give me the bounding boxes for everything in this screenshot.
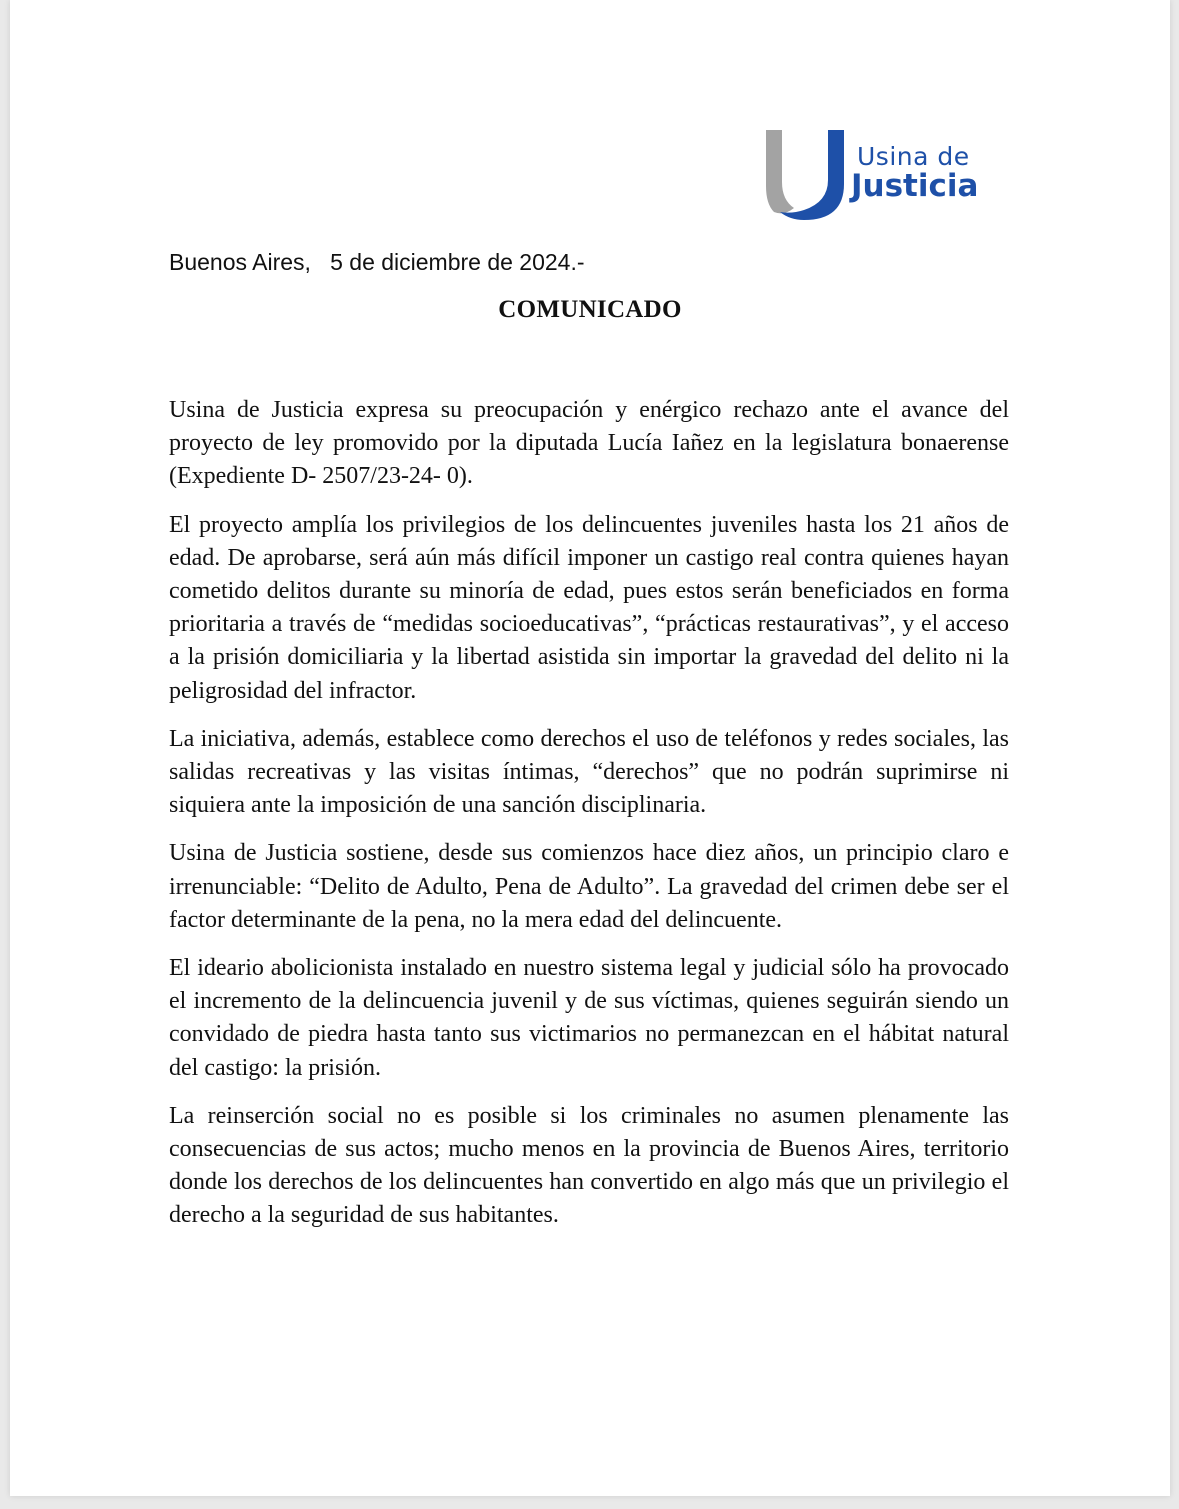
u-logo-mark-icon [754,124,854,224]
document-body [169,394,1009,1248]
document-page [10,0,1170,1496]
paragraph: La iniciativa, además, establece como derechos el uso de teléfonos y redes sociales, las salidas recreativas y las visitas íntimas, “derechos” que no podrán suprimirse ni siquiera ante la imposición de una sanción disciplinaria. [169,725,1009,819]
paragraph: El ideario abolicionista instalado en nuestro sistema legal y judicial sólo ha provocado el incremento de la delincuencia juvenil y de sus víctimas, quienes seguirán siendo un convidado de piedra hasta tanto sus victimarios no permanezcan en el hábitat natural del castigo: la prisión. [169,955,1009,1081]
paragraph: La reinserción social no es posible si los criminales no asumen plenamente las consecuencias de sus actos; mucho menos en la provincia de Buenos Aires, territorio donde los derechos de los delincuentes han convertido en algo más que un privilegio el derecho a la seguridad de sus habitantes. [169,1102,1009,1229]
date-line: Buenos Aires, 5 de diciembre de 2024.- [169,249,585,275]
paragraph: Usina de Justicia expresa su preocupación y enérgico rechazo ante el avance del proyecto de ley promovido por la diputada Lucía Iañez en la legislatura bonaerense (Expediente D- 2507/23-24- 0). [169,397,1009,490]
paragraph: El proyecto amplía los privilegios de los delincuentes juveniles hasta los 21 años de edad. De aprobarse, será aún más difícil imponer un castigo real contra quienes hayan cometido delitos durante su minoría de edad, pues estos serán beneficiados en forma prioritaria a través de “medidas socioeducativas”, “prácticas restaurativas”, y el acceso a la prisión domiciliaria y la libertad asistida sin importar la gravedad del delito ni la peligrosidad del infractor. [169,511,1009,704]
paragraph: Usina de Justicia sostiene, desde sus comienzos hace diez años, un principio claro e irrenunciable: “Delito de Adulto, Pena de Adulto”. La gravedad del crimen debe ser el factor determinante de la pena, no la mera edad del delincuente. [169,840,1009,933]
logo-text-justicia: Justicia [851,168,979,204]
logo-text-usina-de: Usina de [857,142,970,171]
usina-de-justicia-logo [754,124,994,224]
document-title: COMUNICADO [498,296,682,323]
